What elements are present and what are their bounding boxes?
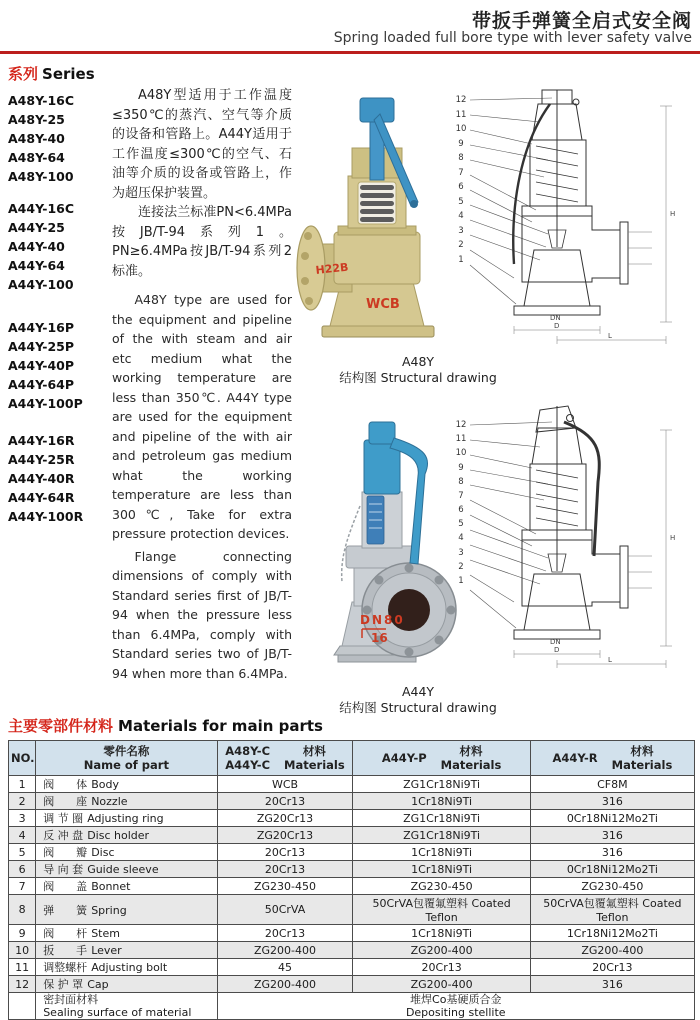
part-no-cell: 1 [9, 776, 36, 793]
part-name-cn: 阀 体 [43, 778, 88, 791]
part-no-cell: 8 [9, 895, 36, 925]
part-no-cell: 3 [9, 810, 36, 827]
part-name-cn: 导 向 套 [43, 863, 84, 876]
series-item: A48Y-100 [8, 169, 74, 184]
series-item: A44Y-64R [8, 490, 75, 505]
series-item: A44Y-40R [8, 471, 75, 486]
material-c-cell: 50CrVA [217, 895, 353, 925]
part-name-en: Spring [91, 903, 127, 917]
part-name-en: Nozzle [91, 795, 128, 808]
part-name-en: Cap [87, 978, 109, 991]
callout-number: 10 [455, 448, 467, 459]
callout-number: 5 [458, 196, 464, 207]
material-p-cell: 1Cr18Ni9Ti [353, 861, 530, 878]
a44y-valve-illustration [268, 396, 458, 678]
part-no-cell: 9 [9, 925, 36, 942]
series-section [8, 63, 112, 526]
material-c-cell: 20Cr13 [217, 793, 353, 810]
material-c-cell: ZG200-400 [217, 942, 353, 959]
part-no-cell: 6 [9, 861, 36, 878]
sealing-surface-label-en: Sealing surface of material [43, 1006, 192, 1019]
a44y-photo-mark-16: 16 [371, 631, 388, 645]
table-row [9, 895, 695, 925]
part-name-en: Adjusting ring [87, 812, 164, 825]
a44y-dim-dn: DN [550, 638, 561, 646]
a48y-caption [308, 354, 528, 386]
part-name-cell [36, 776, 217, 793]
part-name-cell [36, 810, 217, 827]
series-heading-en: Series [42, 65, 95, 83]
series-item: A44Y-64 [8, 258, 65, 273]
series-group-a48y [8, 91, 112, 186]
material-p-cell: 1Cr18Ni9Ti [353, 793, 530, 810]
header-material-en: Materials [611, 758, 673, 772]
part-name-cell [36, 793, 217, 810]
sealing-surface-label-cn: 密封面材料 [43, 993, 99, 1006]
part-name-en: Guide sleeve [87, 863, 159, 876]
part-name-cn: 调 节 圈 [43, 812, 84, 825]
material-c-cell: ZG20Cr13 [217, 827, 353, 844]
sealing-surface-value-cell [217, 993, 695, 1020]
page-title-cn: 带扳手弹簧全启式安全阀 [471, 10, 692, 32]
part-no-cell: 10 [9, 942, 36, 959]
part-name-en: Stem [91, 927, 120, 940]
description-en-paragraph-2: Flange connecting dimensions of comply with Standard series first of JB/T-94 when the pressure less than 6.4MPa, comply with Standard series two of JB/T-94 when more than 6.4MPa. [112, 548, 292, 681]
callout-number: 11 [455, 434, 467, 445]
header-material-r [530, 741, 694, 776]
part-name-en: Adjusting bolt [91, 961, 168, 974]
part-name-en: Disc [91, 846, 115, 859]
material-r-cell: 0Cr18Ni12Mo2Ti [530, 810, 694, 827]
material-r-cell: 1Cr18Ni12Mo2Ti [530, 925, 694, 942]
material-c-cell: 20Cr13 [217, 844, 353, 861]
sealing-surface-value-en: Depositing stellite [405, 1006, 506, 1019]
a48y-valve-photo [286, 86, 458, 348]
callout-number: 8 [458, 476, 464, 487]
callout-number: 4 [458, 533, 464, 544]
table-row [9, 942, 695, 959]
a44y-drawing-art [452, 392, 698, 680]
header-r-model: A44Y-R [552, 751, 598, 765]
part-name-cell [36, 942, 217, 959]
a44y-drawing-callouts [454, 420, 468, 586]
callout-number: 3 [458, 547, 464, 558]
part-no-cell: 2 [9, 793, 36, 810]
callout-number: 2 [458, 240, 464, 251]
callout-number: 12 [455, 420, 467, 430]
callout-number: 8 [458, 153, 464, 164]
a48y-drawing-art [452, 82, 698, 354]
series-item: A44Y-100P [8, 396, 83, 411]
footer-no-cell [9, 993, 36, 1020]
table-footer-row [9, 993, 695, 1020]
a48y-valve-illustration [286, 86, 458, 348]
material-c-cell: 20Cr13 [217, 925, 353, 942]
part-name-cn: 阀 杆 [43, 927, 88, 940]
callout-number: 3 [458, 225, 464, 236]
material-c-cell: ZG230-450 [217, 878, 353, 895]
part-no-cell: 4 [9, 827, 36, 844]
a48y-dim-l: L [608, 332, 612, 340]
table-row [9, 976, 695, 993]
series-item: A48Y-40 [8, 131, 65, 146]
a48y-photo-mark-wcb: WCB [366, 297, 400, 312]
part-name-en: Lever [91, 944, 122, 957]
callout-number: 9 [458, 462, 464, 473]
material-c-cell: ZG200-400 [217, 976, 353, 993]
part-name-cn: 保 护 罩 [43, 978, 84, 991]
callout-number: 6 [458, 505, 464, 516]
header-name [36, 741, 217, 776]
description-en-paragraph-1: A48Y type are used for the equipment and pipeline of the with steam and air etc medium what the working temperature are less than 350℃. A44Y type are used for the equipment and pipeline of the with air and petroleum gas medium what the working temperature are less than 300℃, Take for extra pressure protection devices. [112, 292, 292, 541]
series-item: A44Y-64P [8, 377, 75, 392]
description-cn-paragraph-2: 连接法兰标准PN<6.4MPa按JB/T-94系列1。PN≥6.4MPa按JB/T-94系列2标准。 [112, 205, 292, 279]
header-name-en: Name of part [83, 758, 169, 772]
material-p-cell: 20Cr13 [353, 959, 530, 976]
a44y-caption-model: A44Y [401, 684, 435, 699]
table-row [9, 793, 695, 810]
material-r-cell: 316 [530, 844, 694, 861]
a48y-dim-h: H [670, 210, 676, 218]
part-name-cn: 弹 簧 [43, 903, 88, 917]
a48y-dim-d: D [554, 322, 560, 330]
part-name-cell [36, 827, 217, 844]
a44y-valve-photo [268, 396, 458, 678]
material-p-cell: 1Cr18Ni9Ti [353, 844, 530, 861]
sealing-surface-label-cell [36, 993, 217, 1020]
table-row [9, 925, 695, 942]
callout-number: 2 [458, 561, 464, 572]
material-p-cell: ZG230-450 [353, 878, 530, 895]
series-item: A48Y-64 [8, 150, 65, 165]
page-title-en: Spring loaded full bore type with lever safety valve [333, 30, 692, 46]
header-divider [0, 51, 700, 54]
material-r-cell: 0Cr18Ni12Mo2Ti [530, 861, 694, 878]
header-material-p [353, 741, 530, 776]
header-material-en: Materials [440, 758, 502, 772]
a44y-structural-drawing [452, 392, 698, 680]
material-r-cell: CF8M [530, 776, 694, 793]
header-material-cn: 材料 [459, 744, 483, 758]
material-c-cell: ZG20Cr13 [217, 810, 353, 827]
part-name-cn: 阀 座 [43, 795, 88, 808]
part-name-en: Body [91, 778, 119, 791]
a48y-photo-mark-h22b: H22B [314, 260, 350, 277]
header-name-cn: 零件名称 [103, 744, 150, 758]
series-item: A44Y-16C [8, 201, 75, 216]
material-r-cell: 316 [530, 976, 694, 993]
series-heading [8, 63, 112, 84]
materials-heading [8, 715, 323, 736]
series-item: A44Y-40P [8, 358, 75, 373]
part-name-cell [36, 959, 217, 976]
part-no-cell: 11 [9, 959, 36, 976]
series-group-a44y-r [8, 431, 112, 526]
header-no: NO. [9, 741, 36, 776]
callout-number: 9 [458, 138, 464, 149]
table-row [9, 878, 695, 895]
a44y-dim-h: H [670, 534, 676, 542]
material-p-cell: ZG1Cr18Ni9Ti [353, 827, 530, 844]
material-c-cell: 20Cr13 [217, 861, 353, 878]
a48y-dim-dn: DN [550, 314, 561, 322]
a48y-caption-text: 结构图 Structural drawing [339, 370, 497, 385]
callout-number: 1 [458, 254, 464, 265]
header-c-model-1: A48Y-C [225, 744, 271, 758]
part-name-cn: 反 冲 盘 [43, 829, 84, 842]
callout-number: 11 [455, 109, 467, 120]
part-name-cell [36, 878, 217, 895]
header-c-model-2: A44Y-C [225, 758, 271, 772]
material-r-cell: 316 [530, 827, 694, 844]
header-material-cn: 材料 [630, 744, 654, 758]
a44y-dim-l: L [608, 656, 612, 664]
series-group-a44y-p [8, 318, 112, 413]
callout-number: 7 [458, 167, 464, 178]
header-material-c [217, 741, 353, 776]
materials-table [8, 740, 695, 1020]
table-row [9, 959, 695, 976]
series-item: A44Y-100R [8, 509, 84, 524]
material-p-cell: ZG1Cr18Ni9Ti [353, 776, 530, 793]
series-item: A44Y-40 [8, 239, 65, 254]
series-heading-cn: 系列 [8, 65, 39, 83]
material-r-cell: ZG200-400 [530, 942, 694, 959]
part-name-cn: 扳 手 [43, 944, 88, 957]
material-c-cell: WCB [217, 776, 353, 793]
part-name-en: Disc holder [87, 829, 150, 842]
part-name-cn: 阀 盖 [43, 880, 88, 893]
table-row [9, 844, 695, 861]
part-no-cell: 7 [9, 878, 36, 895]
table-header-row [9, 741, 695, 776]
series-item: A44Y-100 [8, 277, 74, 292]
materials-heading-en: Materials for main parts [118, 717, 323, 735]
a48y-caption-model: A48Y [401, 354, 435, 369]
materials-heading-cn: 主要零部件材料 [8, 717, 114, 735]
a44y-caption [308, 684, 528, 716]
part-name-cell [36, 844, 217, 861]
part-name-cell [36, 925, 217, 942]
callout-number: 4 [458, 211, 464, 222]
table-row [9, 776, 695, 793]
sealing-surface-value-cn: 堆焊Co基硬质合金 [410, 993, 502, 1006]
series-item: A44Y-16P [8, 320, 75, 335]
a48y-drawing-callouts [454, 95, 468, 265]
series-item: A44Y-25 [8, 220, 65, 235]
a44y-caption-text: 结构图 Structural drawing [339, 700, 497, 715]
series-item: A44Y-25R [8, 452, 75, 467]
part-no-cell: 12 [9, 976, 36, 993]
material-r-cell: 316 [530, 793, 694, 810]
a44y-dim-d: D [554, 646, 560, 654]
material-r-cell: 50CrVA包覆氟塑料 Coated Teflon [530, 895, 694, 925]
description-section [112, 86, 292, 683]
part-no-cell: 5 [9, 844, 36, 861]
part-name-en: Bonnet [91, 880, 131, 893]
header-material-cn: 材料 [302, 744, 326, 758]
part-name-cn: 阀 瓣 [43, 846, 88, 859]
part-name-cell [36, 861, 217, 878]
series-group-a44y-c [8, 199, 112, 294]
material-c-cell: 45 [217, 959, 353, 976]
header-material-en: Materials [284, 758, 345, 772]
table-row [9, 861, 695, 878]
material-r-cell: ZG230-450 [530, 878, 694, 895]
table-row [9, 810, 695, 827]
part-name-cell [36, 976, 217, 993]
material-p-cell: ZG200-400 [353, 976, 530, 993]
callout-number: 10 [455, 124, 467, 135]
table-row [9, 827, 695, 844]
callout-number: 7 [458, 490, 464, 501]
material-p-cell: 50CrVA包覆氟塑料 Coated Teflon [353, 895, 530, 925]
material-r-cell: 20Cr13 [530, 959, 694, 976]
part-name-cell [36, 895, 217, 925]
series-item: A48Y-16C [8, 93, 75, 108]
part-name-cn: 调整螺杆 [43, 961, 88, 974]
description-cn-paragraph-1: A48Y型适用于工作温度≤350℃的蒸汽、空气等介质的设备和管路上。A44Y适用于工作温度≤300℃的空气、石油等介质的设备或管路上，作为超压保护装置。 [112, 88, 292, 201]
material-p-cell: ZG1Cr18Ni9Ti [353, 810, 530, 827]
series-item: A44Y-16R [8, 433, 75, 448]
a48y-structural-drawing [452, 82, 698, 354]
material-p-cell: 1Cr18Ni9Ti [353, 925, 530, 942]
header-p-model: A44Y-P [381, 751, 427, 765]
callout-number: 12 [455, 95, 467, 105]
callout-number: 5 [458, 519, 464, 530]
material-p-cell: ZG200-400 [353, 942, 530, 959]
callout-number: 6 [458, 182, 464, 193]
series-item: A48Y-25 [8, 112, 65, 127]
callout-number: 1 [458, 575, 464, 586]
series-item: A44Y-25P [8, 339, 75, 354]
a44y-photo-mark-dn80: DN80 [360, 613, 405, 627]
